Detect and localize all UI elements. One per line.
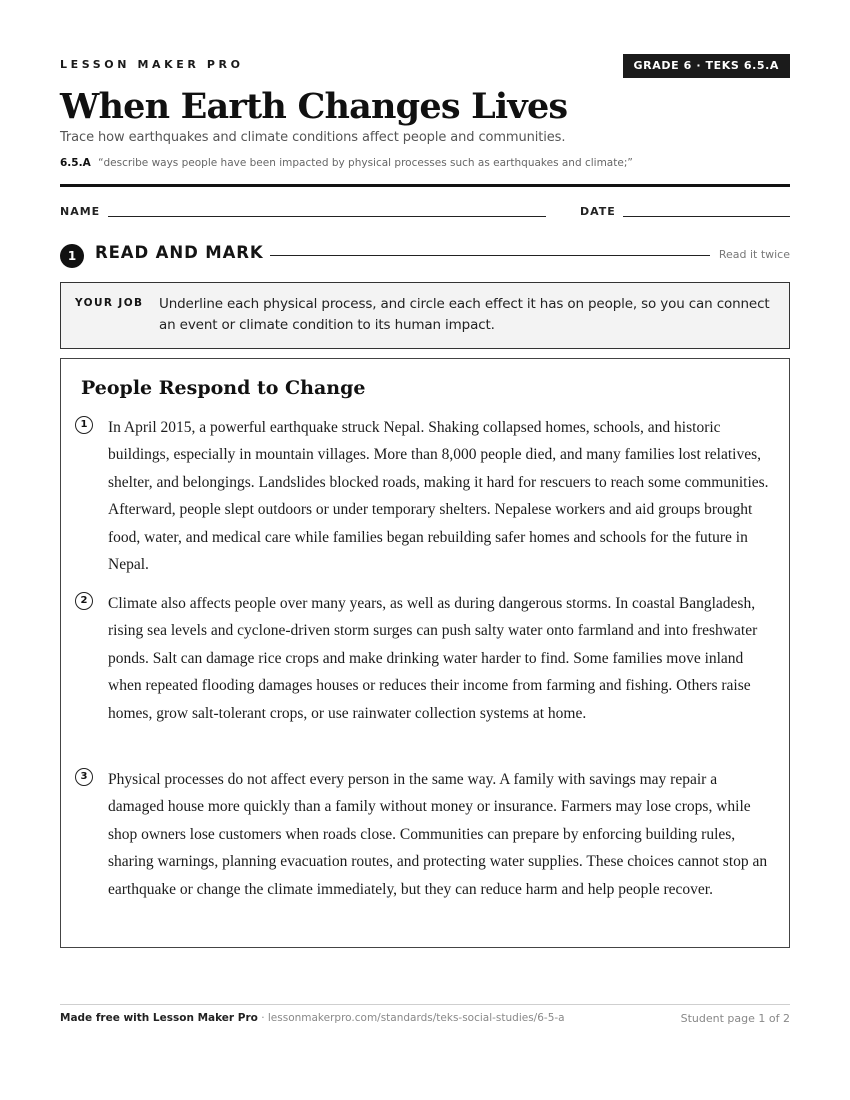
standard-line	[60, 157, 633, 169]
page-subtitle: Trace how earthquakes and climate conditions affect people and communities.	[60, 130, 566, 145]
name-label: NAME	[60, 205, 101, 218]
footer-url[interactable]: · lessonmakerpro.com/standards/teks-social-studies/6-5-a	[257, 1012, 565, 1024]
standard-text: “describe ways people have been impacted by physical processes such as earthquakes and climate;”	[98, 157, 633, 169]
grade-badge: GRADE 6 · TEKS 6.5.A	[623, 54, 790, 78]
paragraph-number-1: 1	[75, 416, 93, 434]
footer-divider	[60, 1004, 790, 1005]
paragraph-2: Climate also affects people over many years, as well as during dangerous storms. In coastal Bangladesh, rising sea levels and cyclone-driven storm surges can push salty water onto farmland and into freshwater ponds. Salt can damage rice crops and make drinking water harder to find. Some families move inland when repeated flooding damages houses or reduces their income from farming and fishing. Others raise homes, grow salt-tolerant crops, or use rainwater collection systems at home.	[108, 595, 758, 722]
paragraph-1: In April 2015, a powerful earthquake struck Nepal. Shaking collapsed homes, schools, and historic buildings, especially in mountain villages. More than 8,000 people died, and many families lost relatives, shelter, and belongings. Landslides blocked roads, making it hard for rescuers to reach some communities. Afterward, people slept outdoors or under temporary shelters. Nepalese workers and aid groups brought food, water, and medical care while families began rebuilding safer homes and schools for the future in Nepal.	[108, 419, 769, 574]
section-number-badge: 1	[60, 244, 84, 268]
brand-label: LESSON MAKER PRO	[60, 58, 244, 71]
date-label: DATE	[580, 205, 616, 218]
reading-passage	[60, 358, 790, 948]
section-title: READ AND MARK	[95, 243, 264, 262]
section-note: Read it twice	[718, 248, 790, 261]
standard-code: 6.5.A	[60, 157, 91, 169]
footer-credit	[60, 1012, 565, 1024]
footer-made-with: Made free with Lesson Maker Pro	[60, 1012, 258, 1024]
footer-page-label: Student page 1 of 2	[680, 1012, 790, 1025]
your-job-text: Underline each physical process, and circle each effect it has on people, so you can connect an event or climate condition to its human impact.	[159, 296, 770, 333]
worksheet-page	[60, 0, 790, 1100]
passage-title: People Respond to Change	[81, 377, 366, 399]
page-title: When Earth Changes Lives	[60, 86, 568, 127]
your-job-box	[60, 282, 790, 349]
your-job-label: YOUR JOB	[75, 297, 144, 309]
paragraph-number-2: 2	[75, 592, 93, 610]
header-divider	[60, 184, 790, 187]
name-field[interactable]	[108, 216, 546, 217]
section-divider	[270, 255, 710, 256]
paragraph-number-3: 3	[75, 768, 93, 786]
paragraph-3: Physical processes do not affect every person in the same way. A family with savings may repair a damaged house more quickly than a family without money or insurance. Farmers may lose crops, while shop owners lose customers when roads close. Communities can prepare by enforcing building rules, sharing warnings, planning evacuation routes, and protecting water supplies. These choices cannot stop an earthquake or change the climate immediately, but they can reduce harm and help people recover.	[108, 771, 768, 898]
date-field[interactable]	[623, 216, 790, 217]
